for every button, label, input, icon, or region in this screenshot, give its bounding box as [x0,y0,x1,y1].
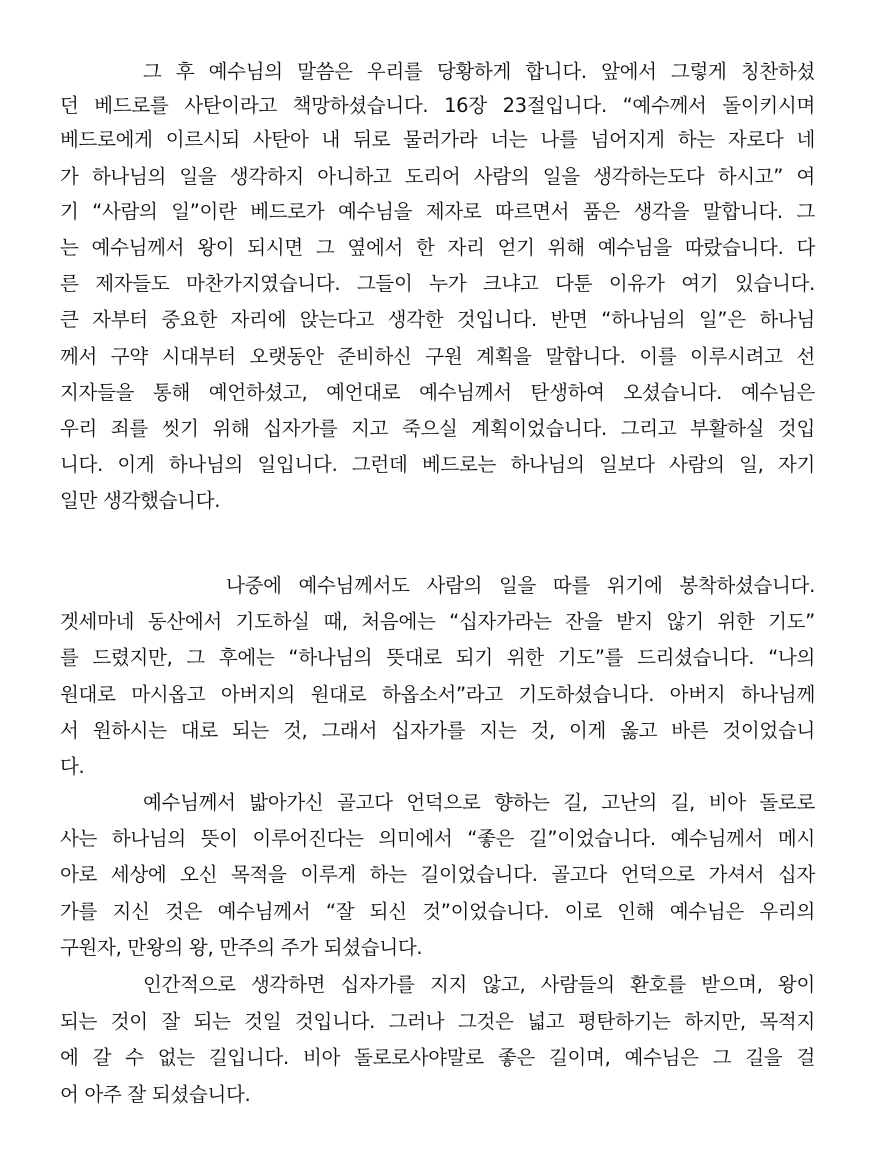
text-line: 큰 자부터 중요한 자리에 앉는다고 생각한 것입니다. 반면 “하나님의 일”은 하나님 [60,308,815,331]
text-line: 겟세마네 동산에서 기도하실 때, 처음에는 “십자가라는 잔을 받지 않기 위한 기도” [60,610,815,633]
text-line: 그 후 예수님의 말씀은 우리를 당황하게 합니다. 앞에서 그렇게 칭찬하셨 [143,60,815,83]
text-line: 어 아주 잘 되셨습니다. [60,1083,251,1106]
text-line: 구원자, 만왕의 왕, 만주의 주가 되셨습니다. [60,936,423,959]
text-line: 기 “사람의 일”이란 베드로가 예수님을 제자로 따르면서 품은 생각을 말합니다. 그 [60,200,815,223]
text-line: 지자들을 통해 예언하셨고, 예언대로 예수님께서 탄생하여 오셨습니다. 예수님은 [60,381,815,404]
text-line: 사는 하나님의 뜻이 이루어진다는 의미에서 “좋은 길”이었습니다. 예수님께서 메시 [60,827,815,850]
text-line: 가를 지신 것은 예수님께서 “잘 되신 것”이었습니다. 이로 인해 예수님은 우리의 [60,900,815,923]
text-line: 아로 세상에 오신 목적을 이루게 하는 길이었습니다. 골고다 언덕으로 가셔서 십자 [60,863,815,886]
text-line: 일만 생각했습니다. [60,489,221,512]
text-line: 를 드렸지만, 그 후에는 “하나님의 뜻대로 되기 위한 기도”를 드리셨습니다. “나의 [60,646,815,669]
text-line: 가 하나님의 일을 생각하지 아니하고 도리어 사람의 일을 생각하는도다 하시고” 여 [60,165,815,188]
text-line: 께서 구약 시대부터 오랫동안 준비하신 구원 계획을 말합니다. 이를 이루시려고 선 [60,345,815,368]
text-line: 나중에 예수님께서도 사람의 일을 따를 위기에 봉착하셨습니다. [226,574,815,597]
text-line: 베드로에게 이르시되 사탄아 내 뒤로 물러가라 너는 나를 넘어지게 하는 자로다 네 [60,128,815,151]
text-line: 니다. 이게 하나님의 일입니다. 그런데 베드로는 하나님의 일보다 사람의 일, 자기 [60,453,815,476]
text-line: 우리 죄를 씻기 위해 십자가를 지고 죽으실 계획이었습니다. 그리고 부활하실 것입 [60,417,815,440]
text-line: 되는 것이 잘 되는 것일 것입니다. 그러나 그것은 넓고 평탄하기는 하지만, 목적지 [60,1010,815,1033]
text-line: 던 베드로를 사탄이라고 책망하셨습니다. 16장 23절입니다. “예수께서 돌이키시며 [60,94,815,117]
text-line: 원대로 마시옵고 아버지의 원대로 하옵소서”라고 기도하셨습니다. 아버지 하나님께 [60,683,815,706]
text-line: 에 갈 수 없는 길입니다. 비아 돌로로사야말로 좋은 길이며, 예수님은 그 길을 걸 [60,1046,815,1069]
text-line: 서 원하시는 대로 되는 것, 그래서 십자가를 지는 것, 이게 옳고 바른 것이었습니 [60,719,815,742]
text-line: 다. [60,755,85,778]
text-line: 는 예수님께서 왕이 되시면 그 옆에서 한 자리 얻기 위해 예수님을 따랐습니다. 다 [60,236,815,259]
text-line: 인간적으로 생각하면 십자가를 지지 않고, 사람들의 환호를 받으며, 왕이 [143,973,815,996]
text-line: 른 제자들도 마찬가지였습니다. 그들이 누가 크냐고 다툰 이유가 여기 있습니다. [60,272,815,295]
text-line: 예수님께서 밟아가신 골고다 언덕으로 향하는 길, 고난의 길, 비아 돌로로 [143,791,815,814]
